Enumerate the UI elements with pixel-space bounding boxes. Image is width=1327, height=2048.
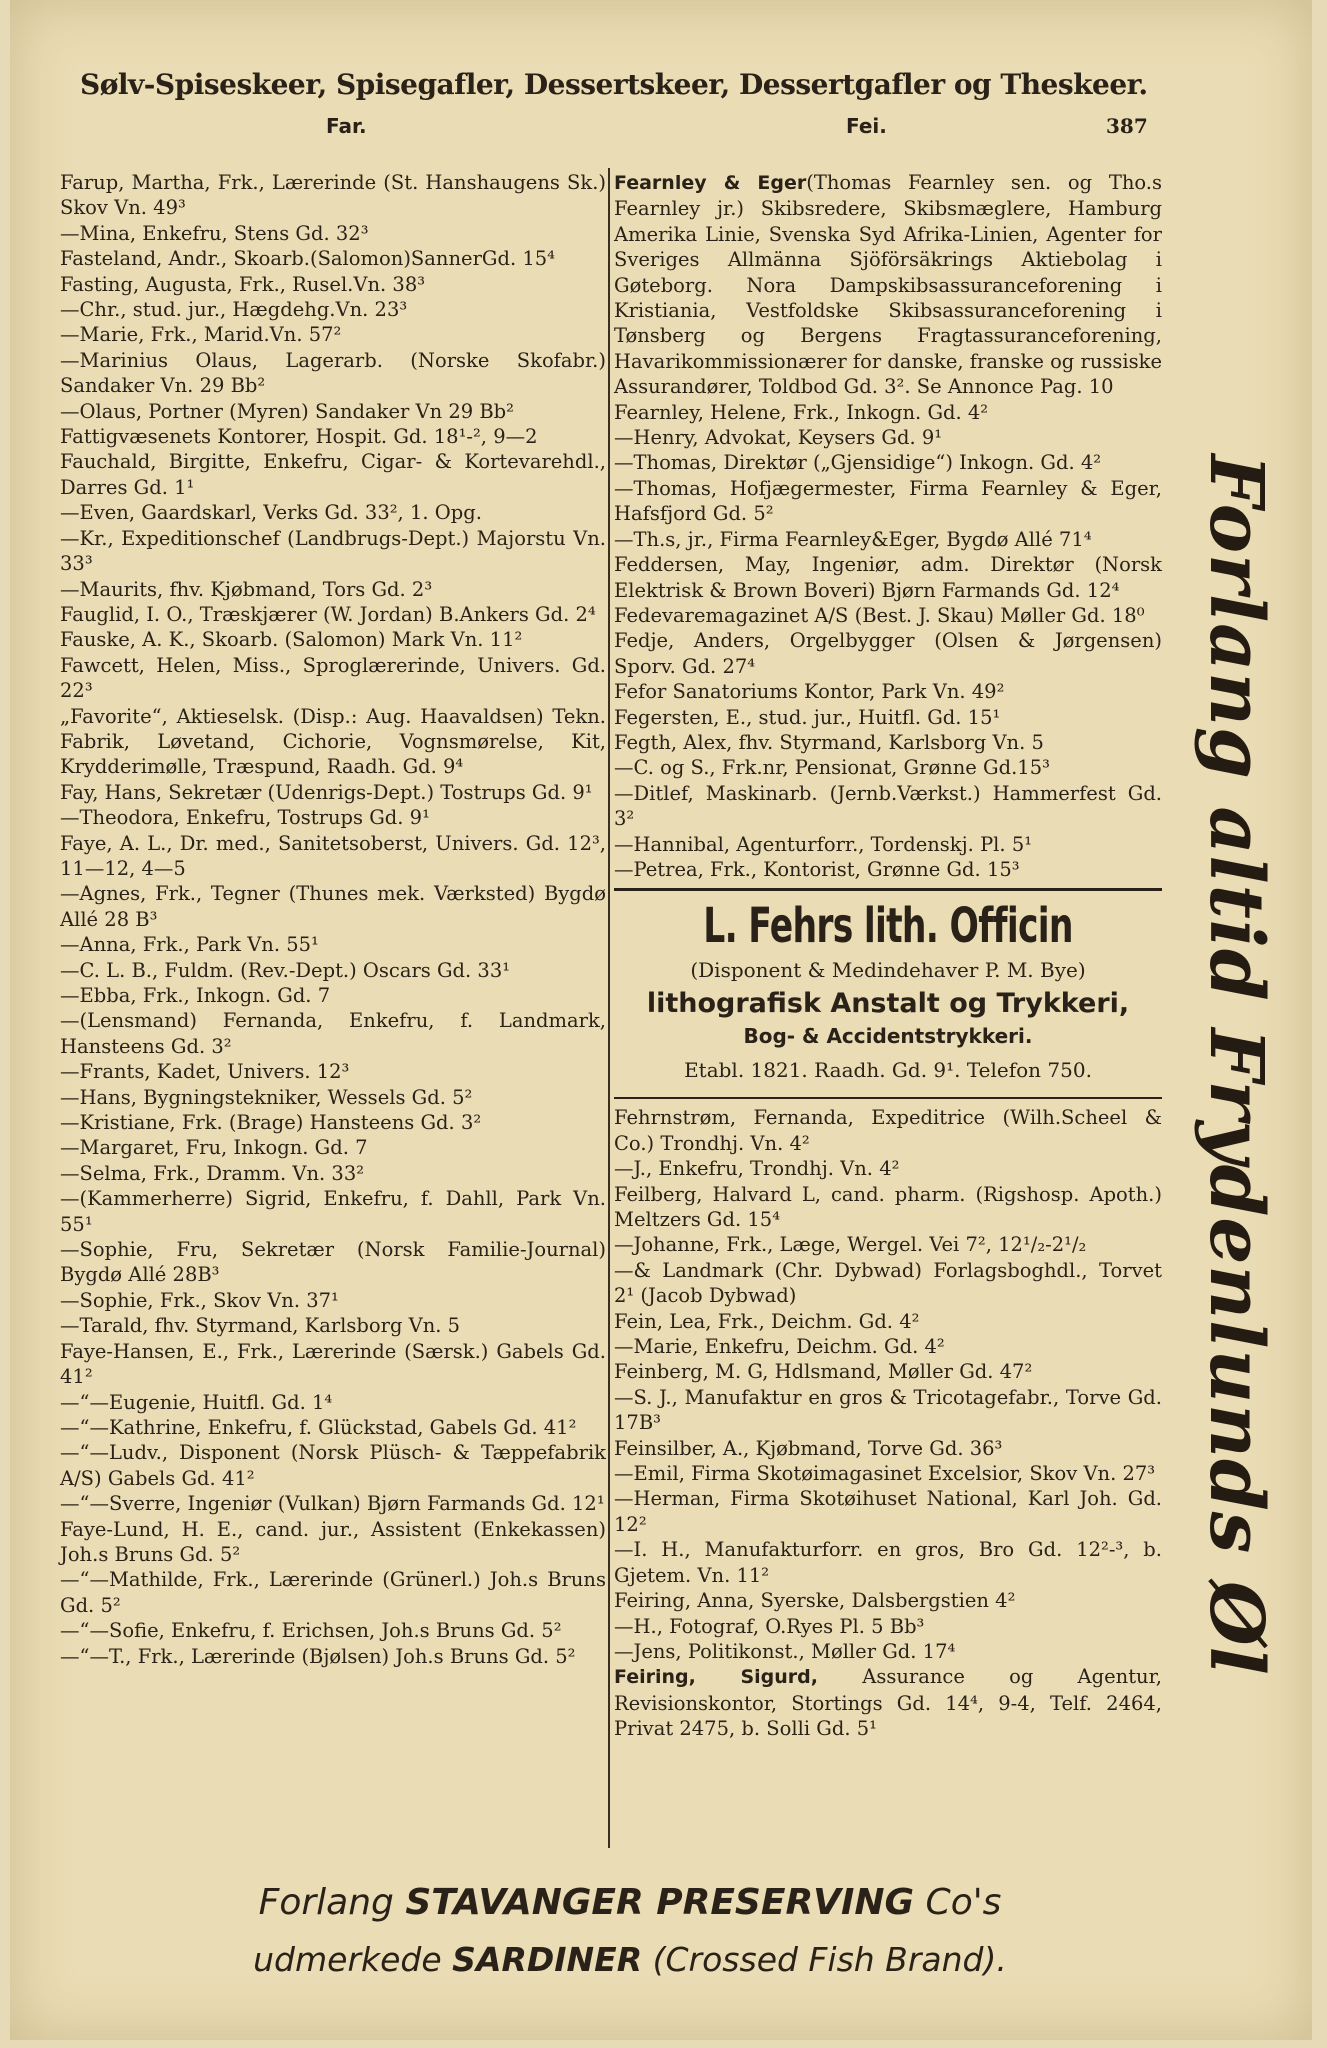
directory-entry: —Margaret, Fru, Inkogn. Gd. 7 — [60, 1136, 368, 1160]
directory-entry: —Ebba, Frk., Inkogn. Gd. 7 — [60, 984, 331, 1007]
directory-entry: —Mina, Enkefru, Stens Gd. 32³ — [60, 221, 369, 245]
footer-line1-post: Co's — [914, 1882, 1002, 1923]
directory-entry: —Anna, Frk., Park Vn. 55¹ — [60, 933, 319, 957]
entry-text: —Th.s, jr., Firma Fearnley&Eger, Bygdø Allé 71⁴ — [614, 527, 1092, 551]
directory-entry — [614, 552, 1162, 603]
directory-entry: —Olaus, Portner (Myren) Sandaker Vn 29 Bb² — [60, 399, 514, 423]
entry-text: (Thomas Fearnley sen. og Tho.s Fearnley jr.) Skibsredere, Skibsmæglere, Hamburg Amerika Linie, Svenska Syd Afrika-Linien, Agenter for Sveriges Allmänna Sjöförsäkrings Aktiebolag i Gøteborg. Nora Dampskibsassuranceforening i Kristiania, Vestfoldske Skibsassuranceforening i Tønsberg og Bergens Fragtassuranceforening, Havarikommissionærer for danske, franske og russiske Assurandører, Toldbod Gd. 3². Se Annonce Pag. 10 — [614, 171, 1163, 399]
entry-text: Fegth, Alex, fhv. Styrmand, Karlsborg Vn. 5 — [614, 730, 1044, 754]
fehrs-lithography-ad — [614, 888, 1162, 1099]
directory-entry: —Selma, Frk., Dramm. Vn. 33² — [60, 1161, 365, 1185]
directory-entry: —“—Sofie, Enkefru, f. Erichsen, Joh.s Bruns Gd. 5² — [60, 1619, 562, 1643]
entry-text: —Petrea, Frk., Kontorist, Grønne Gd. 15³ — [614, 857, 1020, 881]
entry-text: Feinberg, M. G, Hdlsmand, Møller Gd. 47² — [614, 1360, 1033, 1384]
entry-text: Fegersten, E., stud. jur., Huitfl. Gd. 15¹ — [614, 705, 1001, 729]
entry-text: —Henry, Advokat, Keysers Gd. 9¹ — [614, 426, 943, 450]
directory-entry — [614, 1614, 1162, 1639]
directory-entry — [614, 1664, 1162, 1741]
directory-entry — [614, 450, 1162, 475]
directory-entry — [614, 1156, 1162, 1181]
directory-entry — [614, 857, 1162, 882]
right-column-top-entries — [614, 170, 1162, 882]
entry-text: Assurance og Agentur, Revisionskontor, Stortings Gd. 14⁴, 9-4, Telf. 2464, Privat 2475, b. Solli Gd. 5¹ — [614, 1665, 1162, 1741]
directory-entry — [614, 705, 1162, 730]
directory-entry: —Marinius Olaus, Lagerarb. (Norske Skofabr.) Sandaker Vn. 29 Bb² — [60, 348, 606, 398]
footer-line2-product: SARDINER — [452, 1940, 643, 1979]
directory-entry: —Agnes, Frk., Tegner (Thunes mek. Værksted) Bygdø Allé 28 B³ — [60, 882, 606, 931]
directory-entry — [614, 781, 1162, 832]
entry-text: —Thomas, Hofjægermester, Firma Fearnley & Eger, Hafsfjord Gd. 5² — [614, 476, 1162, 526]
footer-ad-line-2 — [70, 1940, 1190, 1979]
directory-entry — [614, 1385, 1162, 1436]
directory-entry: Fasteland, Andr., Skoarb.(Salomon)SannerGd. 15⁴ — [60, 247, 555, 271]
entry-text: —Thomas, Direktør („Gjensidige“) Inkogn. Gd. 4² — [614, 451, 1102, 475]
directory-entry: —Maurits, fhv. Kjøbmand, Tors Gd. 2³ — [60, 577, 433, 601]
side-advertisement — [1186, 454, 1286, 1676]
directory-entry — [614, 730, 1162, 755]
directory-entry: Fasting, Augusta, Frk., Rusel.Vn. 38³ — [60, 272, 426, 296]
footer-line1-brand: STAVANGER PRESERVING — [405, 1882, 915, 1923]
page-number: 387 — [1106, 114, 1148, 138]
entry-text: Feinsilber, A., Kjøbmand, Torve Gd. 36³ — [614, 1436, 1003, 1460]
directory-entry: Fauchald, Birgitte, Enkefru, Cigar- & Kortevarehdl., Darres Gd. 1¹ — [60, 450, 606, 499]
guide-word-right: Fei. — [846, 114, 887, 138]
directory-page — [10, 0, 1312, 2040]
directory-entry: —Theodora, Enkefru, Tostrups Gd. 9¹ — [60, 806, 430, 830]
entry-text: —Emil, Firma Skotøimagasinet Excelsior, Skov Vn. 27³ — [614, 1462, 1156, 1486]
directory-entry — [614, 1309, 1162, 1334]
directory-entry — [614, 425, 1162, 450]
directory-entry — [614, 400, 1162, 425]
entry-text: —Ditlef, Maskinarb. (Jernb.Værkst.) Hammerfest Gd. 3² — [614, 781, 1162, 831]
directory-entry — [614, 1258, 1162, 1309]
directory-entry — [614, 755, 1162, 780]
directory-entry: —Even, Gaardskarl, Verks Gd. 33², 1. Opg. — [60, 501, 482, 525]
entry-text: Fein, Lea, Frk., Deichm. Gd. 4² — [614, 1309, 920, 1333]
entry-text: Fearnley, Helene, Frk., Inkogn. Gd. 4² — [614, 400, 989, 424]
directory-entry: —(Kammerherre) Sigrid, Enkefru, f. Dahll, Park Vn. 55¹ — [60, 1187, 606, 1236]
entry-text: —Hannibal, Agenturforr., Tordenskj. Pl. 5¹ — [614, 832, 1033, 856]
entry-name-bold: Feiring, Sigurd, — [614, 1666, 818, 1689]
right-column — [614, 170, 1162, 1742]
entry-text: —Herman, Firma Skotøihuset National, Karl Joh. Gd. 12² — [614, 1487, 1162, 1536]
entry-text: Fehrnstrøm, Fernanda, Expeditrice (Wilh.Scheel & Co.) Trondhj. Vn. 4² — [614, 1106, 1162, 1155]
directory-entry: Faye, A. L., Dr. med., Sanitetsoberst, Univers. Gd. 12³, 11—12, 4—5 — [60, 831, 606, 880]
entry-text: —Johanne, Frk., Læge, Wergel. Vei 7², 12¹/₂-2¹/₂ — [614, 1233, 1087, 1257]
directory-entry: —Sophie, Fru, Sekretær (Norsk Familie-Journal) Bygdø Allé 28B³ — [60, 1238, 606, 1287]
directory-entry: —“—Mathilde, Frk., Lærerinde (Grünerl.) Joh.s Bruns Gd. 5² — [60, 1568, 606, 1617]
footer-line1-pre: Forlang — [258, 1882, 406, 1923]
entry-text: —H., Fotograf, O.Ryes Pl. 5 Bb³ — [614, 1614, 925, 1638]
entry-text: —Jens, Politikonst., Møller Gd. 17⁴ — [614, 1639, 956, 1663]
directory-entry: —Marie, Frk., Marid.Vn. 57² — [60, 323, 342, 347]
entry-text: Fefor Sanatoriums Kontor, Park Vn. 49² — [614, 680, 1005, 704]
directory-entry: Faye-Lund, H. E., cand. jur., Assistent (Enkekassen) Joh.s Bruns Gd. 5² — [60, 1517, 606, 1566]
directory-entry — [614, 1232, 1162, 1257]
directory-entry — [614, 832, 1162, 857]
entry-text: —J., Enkefru, Trondhj. Vn. 4² — [614, 1157, 900, 1181]
entry-text: —I. H., Manufakturforr. en gros, Bro Gd. 12²-³, b. Gjetem. Vn. 11² — [614, 1538, 1162, 1587]
directory-entry: —Hans, Bygningstekniker, Wessels Gd. 5² — [60, 1085, 473, 1109]
directory-entry — [614, 679, 1162, 704]
footer-ad-line-1 — [70, 1882, 1190, 1923]
entry-text: —& Landmark (Chr. Dybwad) Forlagsboghdl., Torvet 2¹ (Jacob Dybwad) — [614, 1258, 1162, 1308]
column-divider — [608, 168, 610, 1848]
directory-entry — [614, 1486, 1162, 1537]
entry-text: Fedevaremagazinet A/S (Best. J. Skau) Møller Gd. 18⁰ — [614, 603, 1145, 627]
directory-entry: —C. L. B., Fuldm. (Rev.-Dept.) Oscars Gd. 33¹ — [60, 958, 511, 982]
directory-entry — [614, 1105, 1162, 1156]
entry-text: Fedje, Anders, Orgelbygger (Olsen & Jørgensen) Sporv. Gd. 27⁴ — [614, 629, 1162, 678]
side-ad-text: Forlang altid Frydenlunds Øl — [1193, 454, 1279, 1676]
directory-entry — [614, 476, 1162, 527]
directory-entry — [614, 1461, 1162, 1486]
entry-text: —C. og S., Frk.nr, Pensionat, Grønne Gd.15³ — [614, 756, 1050, 780]
footer-line2-pre: udmerkede — [253, 1940, 453, 1979]
directory-entry — [614, 1537, 1162, 1588]
directory-entry: —Kr., Expeditionschef (Landbrugs-Dept.) Majorstu Vn. 33³ — [60, 526, 606, 576]
directory-entry — [614, 603, 1162, 628]
ad-contact-line: Etabl. 1821. Raadh. Gd. 9¹. Telefon 750. — [684, 1058, 1092, 1083]
entry-text: —S. J., Manufaktur en gros & Tricotagefabr., Torve Gd. 17B³ — [614, 1385, 1162, 1435]
ad-business-line: lithografisk Anstalt og Trykkeri, — [646, 988, 1130, 1020]
directory-entry — [614, 1334, 1162, 1359]
directory-entry — [614, 1436, 1162, 1461]
entry-text: Feilberg, Halvard L, cand. pharm. (Rigshosp. Apoth.) Meltzers Gd. 15⁴ — [614, 1182, 1162, 1231]
footer-line2-post: (Crossed Fish Brand). — [642, 1940, 1007, 1979]
directory-entry — [614, 628, 1162, 679]
directory-entry: Fattigvæsenets Kontorer, Hospit. Gd. 18¹-², 9—2 — [60, 425, 538, 449]
directory-entry: —Kristiane, Frk. (Brage) Hansteens Gd. 3² — [60, 1111, 482, 1135]
ad-title: L. Fehrs lith. Officin — [703, 898, 1073, 955]
directory-entry: Fay, Hans, Sekretær (Udenrigs-Dept.) Tostrups Gd. 9¹ — [60, 780, 593, 804]
directory-entry — [614, 1588, 1162, 1613]
ad-printing-line: Bog- & Accidentstrykkeri. — [743, 1024, 1033, 1049]
directory-entry: —“—T., Frk., Lærerinde (Bjølsen) Joh.s Bruns Gd. 5² — [60, 1644, 576, 1668]
directory-entry: —“—Kathrine, Enkefru, f. Glückstad, Gabels Gd. 41² — [60, 1415, 577, 1439]
directory-entry: —Tarald, fhv. Styrmand, Karlsborg Vn. 5 — [60, 1314, 461, 1338]
page-header-title: Sølv-Spiseskeer, Spisegafler, Dessertskeer, Dessertgafler og Theskeer. — [80, 68, 1148, 101]
directory-entry: Farup, Martha, Frk., Lærerinde (St. Hanshaugens Sk.) Skov Vn. 49³ — [60, 171, 606, 220]
directory-entry: —Frants, Kadet, Univers. 12³ — [60, 1060, 350, 1084]
entry-text: Feiring, Anna, Syerske, Dalsbergstien 4² — [614, 1589, 1016, 1613]
directory-entry: —Chr., stud. jur., Hægdehg.Vn. 23³ — [60, 298, 408, 322]
entry-name-bold: Fearnley & Eger — [614, 172, 807, 194]
directory-entry — [614, 1359, 1162, 1384]
directory-entry: „Favorite“, Aktieselsk. (Disp.: Aug. Haavaldsen) Tekn. Fabrik, Løvetand, Cichorie, Vognsmørelse, Kit, Krydderimølle, Træspund, Raadh. Gd. 9⁴ — [60, 704, 606, 779]
entry-text: Feddersen, May, Ingeniør, adm. Direktør (Norsk Elektrisk & Brown Boveri) Bjørn Farmands Gd. 12⁴ — [614, 553, 1162, 602]
right-column-bottom-entries — [614, 1105, 1162, 1741]
directory-entry: Fauske, A. K., Skoarb. (Salomon) Mark Vn. 11² — [60, 628, 523, 652]
directory-entry: Fawcett, Helen, Miss., Sproglærerinde, Univers. Gd. 22³ — [60, 653, 606, 703]
entry-text: —Marie, Enkefru, Deichm. Gd. 4² — [614, 1335, 945, 1359]
directory-entry: —Sophie, Frk., Skov Vn. 37¹ — [60, 1288, 339, 1312]
directory-entry — [614, 170, 1162, 400]
directory-entry: Fauglid, I. O., Træskjærer (W. Jordan) B.Ankers Gd. 2⁴ — [60, 602, 596, 626]
directory-entry: —“—Eugenie, Huitfl. Gd. 1⁴ — [60, 1390, 333, 1414]
guide-word-left: Far. — [326, 114, 367, 138]
directory-entry: Faye-Hansen, E., Frk., Lærerinde (Særsk.) Gabels Gd. 41² — [60, 1339, 606, 1389]
ad-proprietor-line: (Disponent & Medindehaver P. M. Bye) — [690, 958, 1086, 983]
directory-entry — [614, 1182, 1162, 1233]
directory-entry — [614, 527, 1162, 552]
left-column — [60, 170, 606, 1669]
directory-entry: —“—Ludv., Disponent (Norsk Plüsch- & Tæppefabrik A/S) Gabels Gd. 41² — [60, 1441, 606, 1490]
directory-entry: —(Lensmand) Fernanda, Enkefru, f. Landmark, Hansteens Gd. 3² — [60, 1009, 606, 1058]
directory-entry — [614, 1639, 1162, 1664]
directory-entry: —“—Sverre, Ingeniør (Vulkan) Bjørn Farmands Gd. 12¹ — [60, 1492, 605, 1516]
